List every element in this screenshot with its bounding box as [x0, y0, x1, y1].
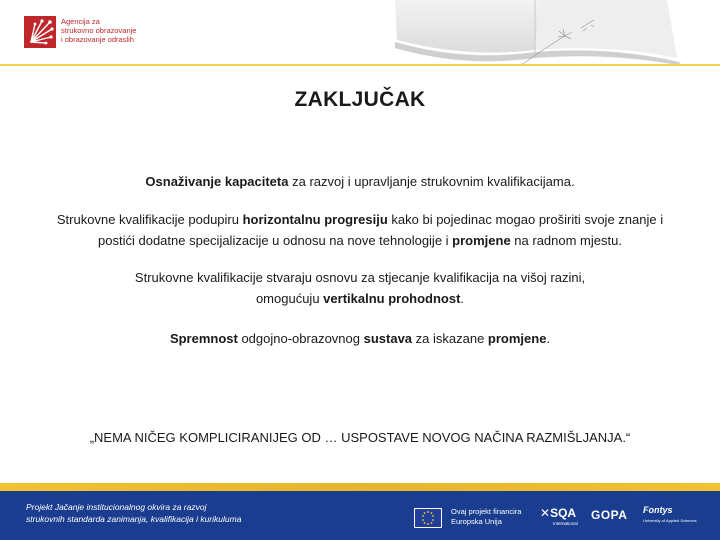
agency-name: [61, 17, 136, 44]
project-line: Projekt Jačanje institucionalnog okvira za razvoj: [26, 502, 207, 512]
sqa-subtitle: International: [553, 521, 578, 526]
fontys-logo: Fontys: [643, 505, 673, 515]
emphasis-text: vertikalnu prohodnost: [323, 291, 461, 306]
project-name: [26, 501, 241, 525]
emphasis-text: horizontalnu progresiju: [242, 212, 388, 227]
header-divider: [0, 64, 720, 66]
emphasis-text: promjene: [452, 233, 511, 248]
aso-starburst-logo-icon: [24, 16, 56, 48]
emphasis-text: promjene: [487, 331, 547, 346]
logo-line: i obrazovanje odraslih: [61, 35, 134, 44]
body-text: kako bi pojedinac mogao proširiti svoje znanje i postići dodatne specijalizacije u odnosu na nove tehnologije i: [98, 212, 664, 248]
footer-yellow-band: [0, 483, 720, 491]
body-text: .: [460, 291, 465, 306]
body-text: za razvoj i upravljanje strukovnim kvalifikacijama.: [288, 174, 575, 189]
slide-header: [0, 0, 720, 68]
agency-logo: [24, 16, 142, 52]
gopa-logo: GOPA: [591, 508, 628, 522]
closing-quote: „NEMA NIČEG KOMPLICIRANIJEG OD … USPOSTAVE NOVOG NAČINA RAZMIŠLJANJA.“: [89, 430, 631, 445]
body-text: na radnom mjestu.: [510, 233, 622, 248]
emphasis-text: sustava: [363, 331, 413, 346]
sqa-wordmark: SQA: [550, 506, 577, 520]
eu-flag-icon: [414, 508, 442, 528]
open-book-dandelion-illustration: [395, 0, 695, 68]
eu-stars-icon: [415, 509, 441, 527]
project-line: strukovnih standarda zanimanja, kvalifikacija i kurikuluma: [26, 514, 242, 524]
logo-line: strukovno obrazovanje: [61, 26, 137, 35]
body-text: .: [546, 331, 551, 346]
paragraph-horizontal-progression: [40, 209, 680, 251]
eu-funding-note: [451, 507, 521, 527]
body-text: omogućuju: [255, 291, 324, 306]
body-text: Strukovne kvalifikacije stvaraju osnovu za stjecanje kvalifikacija na višoj razini,: [134, 270, 586, 285]
body-text: Strukovne kvalifikacije podupiru: [56, 212, 243, 227]
body-text: odgojno-obrazovnog: [237, 331, 364, 346]
emphasis-text: Osnaživanje kapaciteta: [145, 174, 289, 189]
fontys-subtitle: University of Applied Sciences: [643, 518, 697, 523]
paragraph-vertical-progression: [40, 267, 680, 309]
paragraph-readiness: [40, 328, 680, 349]
eu-line: Europska Unija: [451, 517, 502, 526]
logo-line: Agencija za: [61, 17, 100, 26]
eu-line: Ovaj projekt financira: [451, 507, 522, 516]
sqa-logo: ✕SQA: [540, 506, 577, 520]
paragraph-capacity: [40, 171, 680, 192]
emphasis-text: Spremnost: [169, 331, 238, 346]
body-text: za iskazane: [412, 331, 488, 346]
slide-title: ZAKLJUČAK: [294, 88, 426, 111]
